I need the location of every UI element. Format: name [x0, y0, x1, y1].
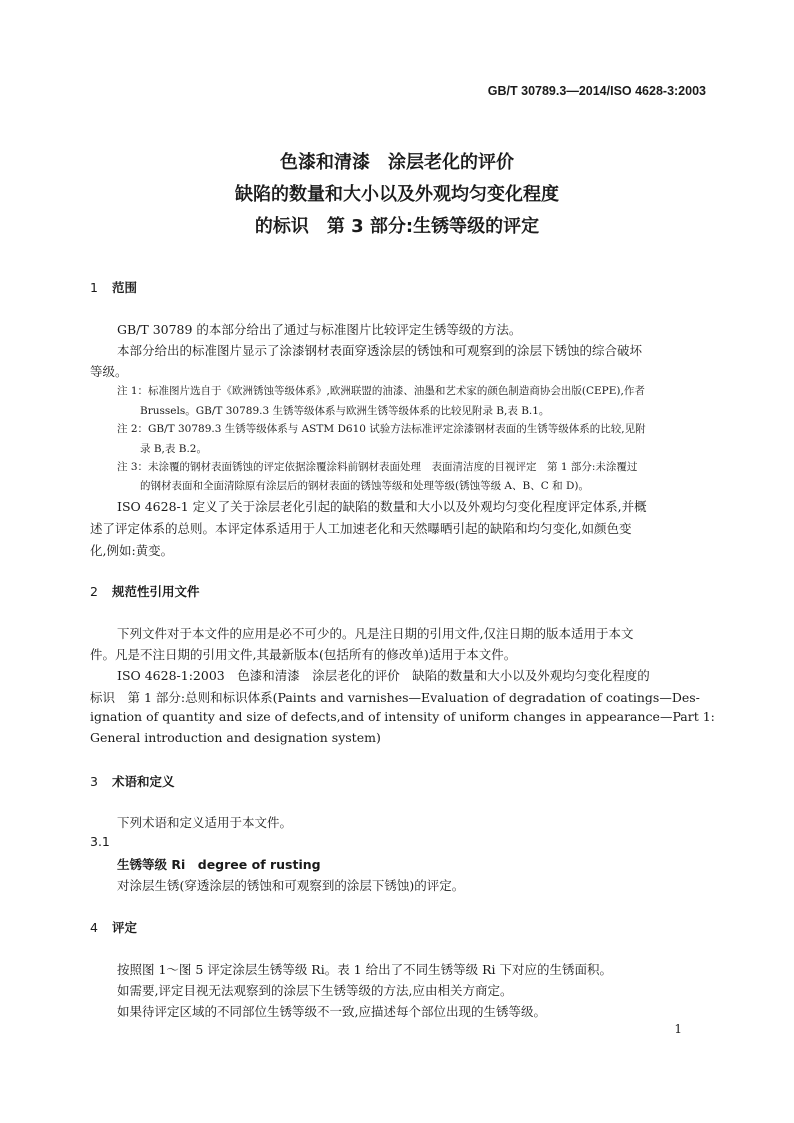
note-3-line-1: 注 3：未涂覆的钢材表面锈蚀的评定依据涂覆涂料前钢材表面处理 表面清洁度的目视评定 第 1 部分:未涂覆过: [117, 461, 638, 473]
scope-paragraph-3-line-2: 述了评定体系的总则。本评定体系适用于人工加速老化和天然曝晒引起的缺陷和均匀变化,如颜色变: [90, 521, 632, 536]
section-heading-normative-references: [90, 582, 200, 600]
title-line-2: 缺陷的数量和大小以及外观均匀变化程度: [235, 184, 559, 205]
standard-number: GB/T 30789.3—2014/ISO 4628-3:2003: [487, 84, 706, 98]
references-paragraph-1-line-1: 下列文件对于本文件的应用是必不可少的。凡是注日期的引用文件,仅注日期的版本适用于本文: [117, 626, 634, 641]
references-paragraph-2-line-2: 标识 第 1 部分:总则和标识体系(Paints and varnishes—Evaluation of degradation of coatings—Des-: [90, 690, 700, 705]
scope-paragraph-3-line-1: ISO 4628-1 定义了关于涂层老化引起的缺陷的数量和大小以及外观均匀变化程度评定体系,并概: [117, 499, 647, 514]
note-3-line-2: 的钢材表面和全面清除原有涂层后的钢材表面的锈蚀等级和处理等级(锈蚀等级 A、B、C 和 D)。: [140, 480, 589, 492]
assessment-paragraph-2: 如需要,评定目视无法观察到的涂层下生锈等级的方法,应由相关方商定。: [117, 983, 513, 998]
section-title: 术语和定义: [112, 774, 175, 789]
subsection-number: [90, 834, 110, 849]
section-number: 2: [90, 584, 98, 599]
references-paragraph-2-line-3: ignation of quantity and size of defects,and of intensity of uniform changes in appearance—Part 1:: [90, 709, 715, 724]
scope-paragraph-2-line-2: 等级。: [90, 364, 128, 379]
section-heading-terms-definitions: [90, 772, 175, 790]
section-heading-assessment: [90, 918, 137, 936]
note-2-line-2: 录 B,表 B.2。: [140, 443, 207, 455]
note-1-line-2: Brussels。GB/T 30789.3 生锈等级体系与欧洲生锈等级体系的比较见附录 B,表 B.1。: [140, 405, 550, 417]
title-line-1: 色漆和清漆 涂层老化的评价: [280, 152, 514, 173]
note-1-line-1: 注 1：标准图片选自于《欧洲锈蚀等级体系》,欧洲联盟的油漆、油墨和艺术家的颜色制造商协会出版(CEPE),作者: [117, 385, 645, 397]
terms-intro: 下列术语和定义适用于本文件。: [117, 815, 293, 830]
scope-paragraph-1: GB/T 30789 的本部分给出了通过与标准图片比较评定生锈等级的方法。: [117, 322, 522, 337]
section-number: 1: [90, 280, 98, 295]
scope-paragraph-3-line-3: 化,例如:黄变。: [90, 543, 174, 558]
section-heading-scope: [90, 278, 137, 296]
references-paragraph-1-line-2: 件。凡是不注日期的引用文件,其最新版本(包括所有的修改单)适用于本文件。: [90, 647, 517, 662]
section-number: 4: [90, 920, 98, 935]
references-paragraph-2-line-1: ISO 4628-1:2003 色漆和清漆 涂层老化的评价 缺陷的数量和大小以及外观均匀变化程度的: [117, 668, 650, 683]
assessment-paragraph-3: 如果待评定区域的不同部位生锈等级不一致,应描述每个部位出现的生锈等级。: [117, 1004, 546, 1019]
section-number: 3: [90, 774, 98, 789]
section-title: 范围: [112, 280, 138, 295]
note-2-line-1: 注 2：GB/T 30789.3 生锈等级体系与 ASTM D610 试验方法标准评定涂漆钢材表面的生锈等级体系的比较,见附: [117, 423, 646, 435]
title-line-3: 的标识 第 3 部分:生锈等级的评定: [254, 216, 540, 237]
references-paragraph-2-line-4: General introduction and designation system): [90, 730, 381, 745]
assessment-paragraph-1: 按照图 1～图 5 评定涂层生锈等级 Ri。表 1 给出了不同生锈等级 Ri 下对应的生锈面积。: [117, 962, 612, 977]
subsection-number-text: 3.1: [90, 834, 110, 849]
scope-paragraph-2-line-1: 本部分给出的标准图片显示了涂漆钢材表面穿透涂层的锈蚀和可观察到的涂层下锈蚀的综合破坏: [117, 343, 643, 358]
term-heading: 生锈等级 Ri degree of rusting: [117, 857, 321, 872]
section-title: 评定: [112, 920, 138, 935]
page-number: 1: [674, 1022, 682, 1036]
section-title: 规范性引用文件: [112, 584, 200, 599]
term-definition: 对涂层生锈(穿透涂层的锈蚀和可观察到的涂层下锈蚀)的评定。: [117, 878, 465, 893]
